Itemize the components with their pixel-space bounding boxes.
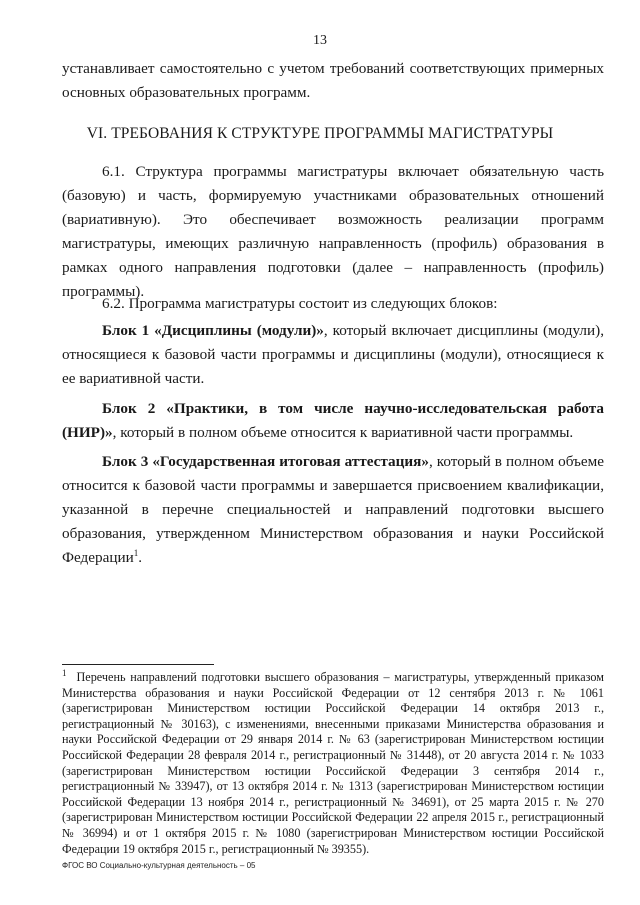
block-3-paragraph	[62, 450, 604, 570]
block-1-title: Блок 1 «Дисциплины (модули)»	[102, 322, 324, 339]
footnote-reference: 1	[133, 547, 139, 558]
footnote-mark: 1	[62, 667, 67, 678]
block-3-text: , который в полном объеме относится к базовой части программы и завершается присвоением квалификации, указанной в перечне специальностей и направлений подготовки высшего образования, утвержденном Министерством образования и науки Российской Федерации	[62, 453, 604, 566]
section-title: VI. ТРЕБОВАНИЯ К СТРУКТУРЕ ПРОГРАММЫ МАГИСТРАТУРЫ	[86, 125, 554, 142]
block-1-text: , который включает дисциплины (модули), относящиеся к базовой части программы и дисциплины (модули), относящиеся к ее вариативной части.	[62, 322, 604, 387]
block-1-paragraph	[62, 319, 604, 391]
block-2-paragraph	[62, 397, 604, 445]
block-3-end: .	[138, 549, 143, 566]
paragraph-6-2: 6.2. Программа магистратуры состоит из следующих блоков:	[102, 295, 498, 312]
document-footer: ФГОС ВО Социально-культурная деятельность – 05	[62, 861, 256, 870]
intro-paragraph: устанавливает самостоятельно с учетом требований соответствующих примерных основных образовательных программ.	[62, 60, 604, 101]
page-number: 13	[313, 33, 327, 48]
block-3-title: Блок 3 «Государственная итоговая аттестация»	[102, 453, 429, 470]
paragraph-6-1: 6.1. Структура программы магистратуры включает обязательную часть (базовую) и часть, формируемую участниками образовательных отношений (вариативную). Это обеспечивает возможность реализации программ магистратуры, имеющих различную направленность (профиль) образования в рамках одного направления подготовки (далее – направленность (профиль) программы).	[62, 163, 604, 300]
footnote-divider	[62, 664, 214, 665]
footnote	[62, 667, 604, 857]
block-2-title: Блок 2 «Практики, в том числе научно-исследовательская работа (НИР)»	[62, 400, 604, 441]
footnote-text: Перечень направлений подготовки высшего образования – магистратуры, утвержденный приказом Министерства образования и науки Российской Федерации от 12 сентября 2013 г. № 1061 (зарегистрирован Министерством юстиции Российской Федерации 14 октября 2013 г., регистрационный № 30163), с изменениями, внесенными приказами Министерства образования и науки Российской Федерации от 29 января 2014 г. № 63 (зарегистрирован Министерством юстиции Российской Федерации 28 февраля 2014 г., регистрационный № 31448), от 20 августа 2014 г. № 1033 (зарегистрирован Министерством юстиции Российской Федерации 3 сентября 2014 г., регистрационный № 33947), от 13 октября 2014 г. № 1313 (зарегистрирован Министерством юстиции Российской Федерации 13 ноября 2014 г., регистрационный № 34691), от 25 марта 2015 г. № 270 (зарегистрирован Министерством юстиции Российской Федерации 22 апреля 2015 г., регистрационный № 36994) и от 1 октября 2015 г. № 1080 (зарегистрирован Министерством юстиции Российской Федерации 19 октября 2015 г., регистрационный № 39355).	[62, 670, 604, 856]
block-2-text: , который в полном объеме относится к вариативной части программы.	[112, 424, 574, 441]
